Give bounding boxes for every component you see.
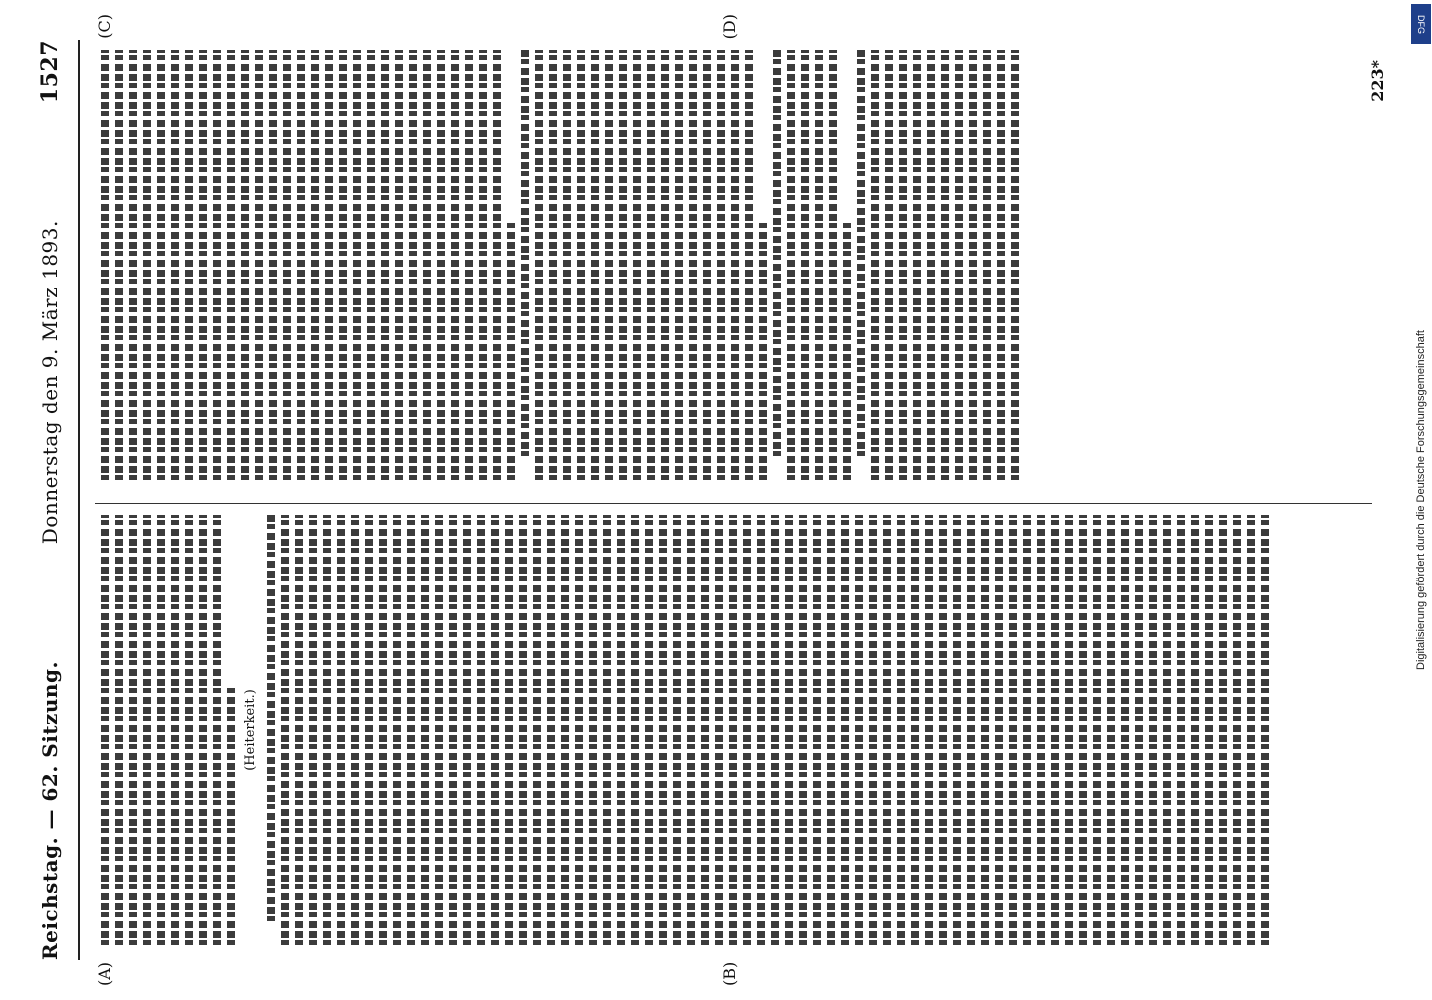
- marker-c: (C): [95, 14, 114, 39]
- section-heading: (Heiterkeit.): [243, 689, 258, 771]
- page-header: [30, 40, 70, 960]
- text-column-left: [95, 515, 1372, 945]
- text-column-right: [95, 50, 1372, 480]
- marker-b: (B): [720, 961, 739, 986]
- dfg-logo: DFG: [1411, 4, 1431, 44]
- footer-number: 223*: [1368, 60, 1387, 102]
- marker-a: (A): [95, 961, 114, 986]
- digitization-note: Digitalisierung gefördert durch die Deutsche Forschungsgemeinschaft: [1415, 330, 1427, 670]
- column-divider: [95, 503, 1372, 504]
- page-number: 1527: [37, 40, 63, 104]
- marker-d: (D): [720, 14, 739, 40]
- header-date: Donnerstag den 9. März 1893.: [38, 220, 62, 545]
- header-session: Reichstag. — 62. Sitzung.: [38, 661, 62, 960]
- header-rule: [78, 40, 80, 960]
